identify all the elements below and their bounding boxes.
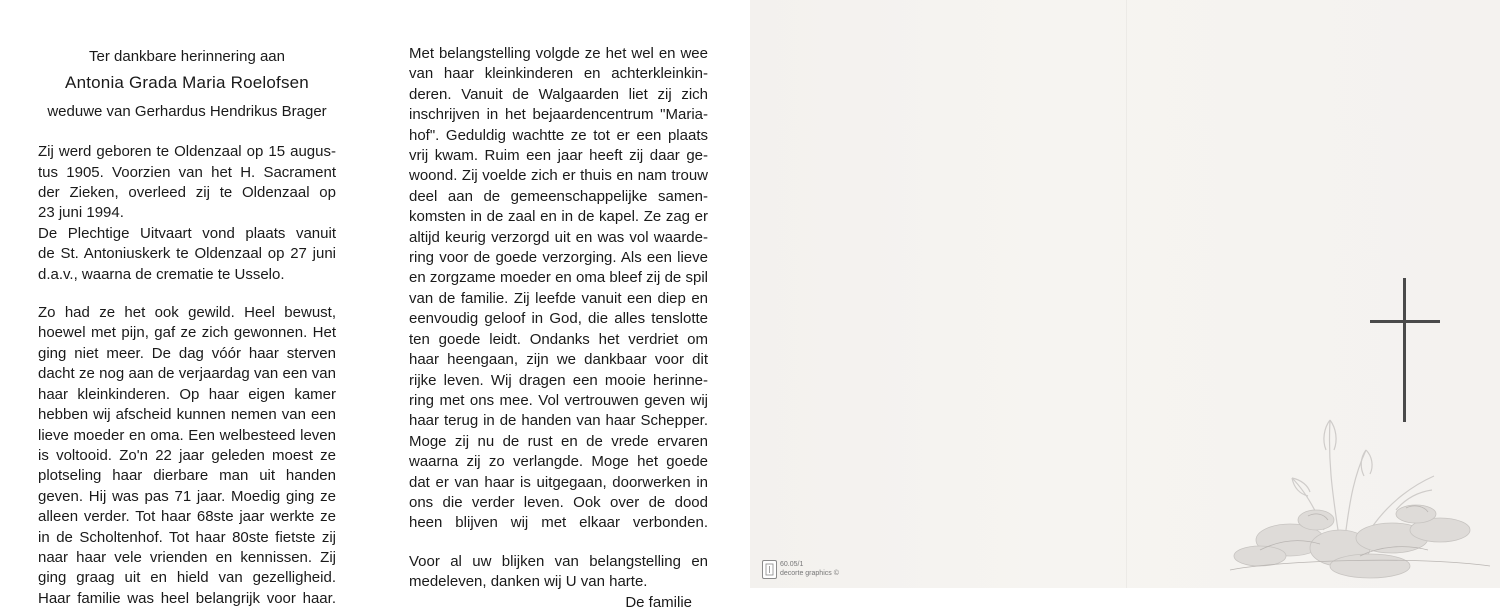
printer-brand: decorte graphics © bbox=[780, 570, 839, 577]
text-line: medeleven, danken wij U van harte. bbox=[409, 573, 648, 591]
signature: De familie bbox=[625, 593, 692, 611]
intro-line: Ter dankbare herinnering aan bbox=[89, 48, 285, 65]
text-line: ons die verder leven. Ook over de dood bbox=[409, 493, 708, 511]
text-line: d.a.v., waarna de crematie te Usselo. bbox=[38, 265, 285, 283]
text-line: waarna zij zo verlangde. Moge het goede bbox=[409, 453, 708, 471]
deceased-name: Antonia Grada Maria Roelofsen bbox=[65, 73, 309, 93]
paragraph-life bbox=[38, 303, 336, 609]
text-line: De Plechtige Uitvaart vond plaats vanuit bbox=[38, 224, 336, 242]
text-line: inschrijven in het bejaardencentrum "Maria- bbox=[409, 106, 708, 124]
text-line: van de familie. Zij leefde vanuit een diep en bbox=[409, 289, 708, 307]
text-line: der Zieken, overleed zij te Oldenzaal op bbox=[38, 184, 336, 202]
text-line: Zo had ze het ook gewild. Heel bewust, bbox=[38, 304, 336, 322]
text-line: Voor al uw blijken van belangstelling en bbox=[409, 552, 708, 570]
text-line: deren. Vanuit de Walgaarden liet zij zich bbox=[409, 85, 708, 103]
paragraph-birth-death bbox=[38, 142, 336, 285]
text-line: Moge zij nu de rust en de vrede ervaren bbox=[409, 432, 708, 450]
text-line: alleen verder. Tot haar 68ste jaar werkte ze bbox=[38, 508, 336, 526]
text-line: en zorgzame moeder en oma bleef zij de spil bbox=[409, 269, 708, 287]
text-column-right bbox=[409, 44, 708, 613]
text-line: ten goede leidt. Ondanks het verdriet om bbox=[409, 330, 708, 348]
text-line: lieve moeder en oma. Een welbesteed leven bbox=[38, 426, 336, 444]
printer-logo-icon bbox=[762, 560, 777, 579]
text-line: hof". Geduldig wachtte ze tot er een plaats bbox=[409, 126, 708, 144]
text-line: haar terug in de handen van haar Schepper. bbox=[409, 412, 708, 430]
text-line: de St. Antoniuskerk te Oldenzaal op 27 juni bbox=[38, 245, 336, 263]
printer-code: 60.05/1 bbox=[780, 561, 804, 568]
text-line: dacht ze nog aan de verjaardag van een van bbox=[38, 365, 336, 383]
text-line: haar kleinkinderen. Op haar eigen kamer bbox=[38, 385, 336, 403]
text-line: altijd keurig verzorgd uit en was vol waarde- bbox=[409, 228, 708, 246]
text-line: ging niet meer. De dag vóór haar sterven bbox=[38, 344, 336, 362]
text-line: heen blijven wij met elkaar verbonden. bbox=[409, 514, 708, 532]
text-line: woond. Zij voelde zich er thuis en nam trouw bbox=[409, 167, 708, 185]
text-line: Met belangstelling volgde ze het wel en wee bbox=[409, 45, 708, 62]
text-line: rijke leven. Wij dragen een mooie herinne- bbox=[409, 371, 708, 389]
paragraph-thanks bbox=[409, 552, 708, 593]
text-column-left bbox=[38, 44, 336, 609]
text-line: ging graag uit en hield van gezelligheid. bbox=[38, 569, 336, 587]
text-line: is voltooid. Zo'n 22 jaar geleden moest ze bbox=[38, 446, 336, 464]
paragraph-family bbox=[409, 44, 708, 534]
text-line: van haar kleinkinderen en achterkleinkin- bbox=[409, 65, 708, 83]
text-line: ring met ons mee. Vol vertrouwen geven wij bbox=[409, 391, 708, 409]
text-line: deel aan de gemeenschappelijke samen- bbox=[409, 187, 708, 205]
text-line: eenvoudig geloof in God, die alles tenslotte bbox=[409, 310, 708, 328]
text-line: haar heengaan, zijn we dankbaar voor dit bbox=[409, 351, 708, 369]
text-line: plotseling haar dierbare man uit handen bbox=[38, 467, 336, 485]
text-line: hebben wij afscheid kunnen nemen van een bbox=[38, 406, 336, 424]
text-line: 23 juni 1994. bbox=[38, 204, 124, 222]
text-line: ring voor de goede verzorging. Als een lieve bbox=[409, 249, 708, 267]
cross-icon bbox=[1360, 276, 1450, 426]
text-line: Zij werd geboren te Oldenzaal op 15 augus- bbox=[38, 143, 336, 161]
text-line: komsten in de zaal en in de kapel. Ze zag er bbox=[409, 208, 708, 226]
text-line: Haar familie was heel belangrijk voor haar. bbox=[38, 589, 336, 607]
text-line: hoewel met pijn, gaf ze zich gewonnen. Het bbox=[38, 324, 336, 342]
widow-of-line: weduwe van Gerhardus Hendrikus Brager bbox=[47, 102, 327, 120]
text-line: dat er van haar is uitgegaan, doorwerken in bbox=[409, 473, 708, 491]
text-line: tus 1905. Voorzien van het H. Sacrament bbox=[38, 163, 336, 181]
text-line: naar haar vele vrienden en kennissen. Zij bbox=[38, 548, 336, 566]
text-line: geven. Hij was pas 71 jaar. Moedig ging ze bbox=[38, 487, 336, 505]
text-line: vrij kwam. Ruim een jaar heeft zij daar ge- bbox=[409, 147, 708, 165]
text-line: in de Scholtenhof. Tot haar 80ste fietste zij bbox=[38, 528, 336, 546]
